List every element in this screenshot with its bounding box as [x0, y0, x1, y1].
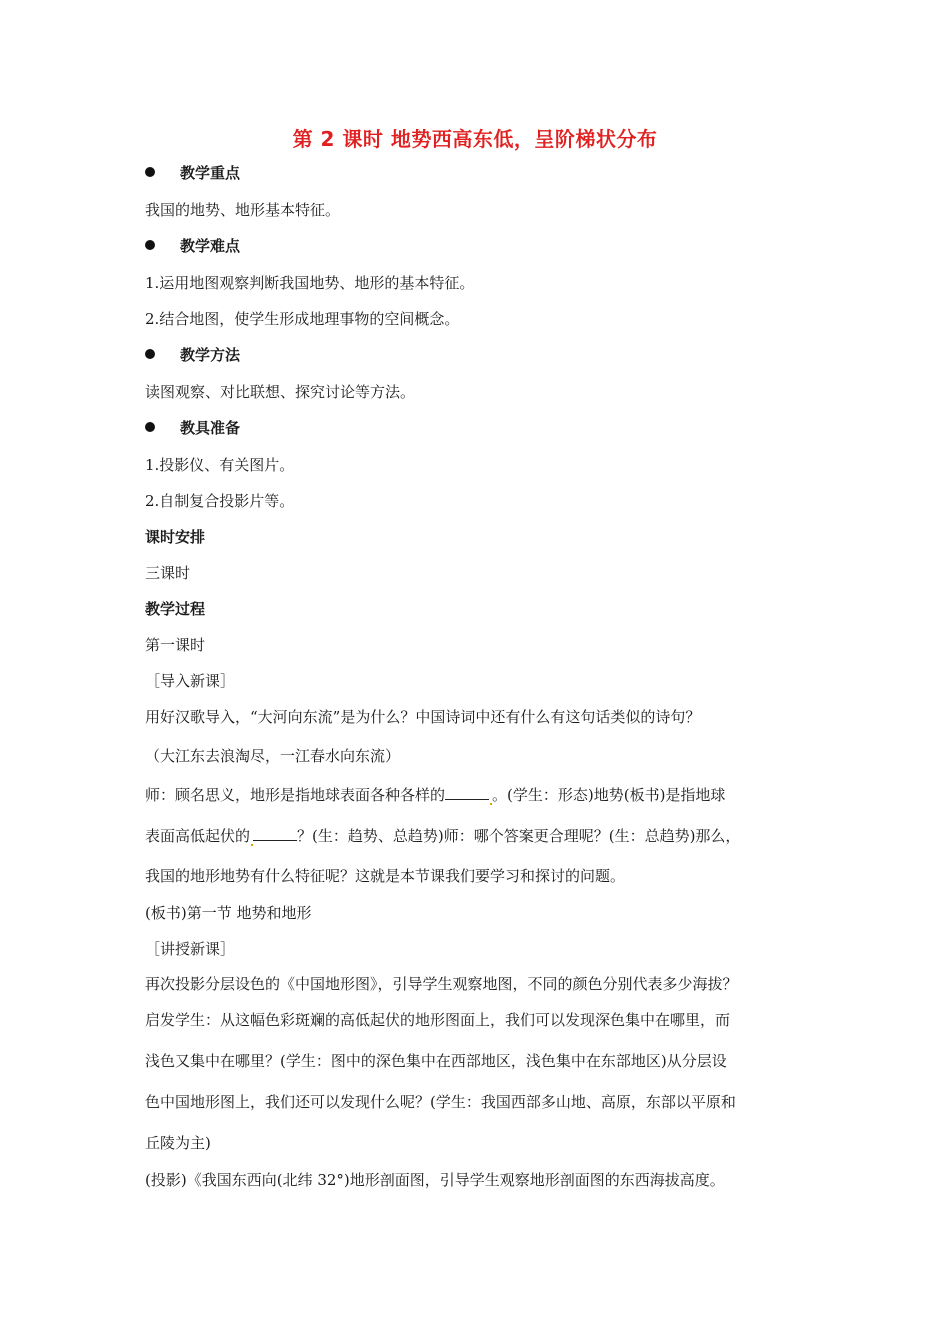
paragraph: 1.投影仪、有关图片。	[145, 456, 295, 474]
text-run: 。(学生：形态)地势(板书)是指地球	[492, 786, 726, 804]
section-heading: 教学重点	[180, 164, 241, 182]
paragraph: 丘陵为主)	[145, 1134, 211, 1152]
section-heading: 教学难点	[180, 237, 241, 255]
paragraph: 启发学生：从这幅色彩斑斓的高低起伏的地形图面上，我们可以发现深色集中在哪里，而	[145, 1011, 731, 1029]
section-heading: 教学方法	[180, 346, 241, 364]
paragraph: 用好汉歌导入，“大河向东流”是为什么？中国诗词中还有什么有这句话类似的诗句？	[145, 708, 701, 726]
bullet-icon	[145, 240, 155, 250]
paragraph: 浅色又集中在哪里？(学生：图中的深色集中在西部地区，浅色集中在东部地区)从分层设	[145, 1052, 727, 1070]
fill-in-blank	[445, 785, 489, 800]
paragraph: （大江东去浪淘尽，一江春水向东流）	[145, 747, 401, 765]
bullet-icon	[145, 167, 155, 177]
paragraph: 读图观察、对比联想、探究讨论等方法。	[145, 383, 416, 401]
section-heading: 课时安排	[145, 528, 206, 546]
revision-mark	[251, 844, 253, 846]
paragraph: 我国的地形地势有什么特征呢？这就是本节课我们要学习和探讨的问题。	[145, 867, 626, 885]
paragraph: 2.自制复合投影片等。	[145, 492, 295, 510]
paragraph: 1.运用地图观察判断我国地势、地形的基本特征。	[145, 274, 475, 292]
fill-in-blank	[253, 826, 297, 841]
text-run: ？(生：趋势、总趋势)师：哪个答案更合理呢？(生：总趋势)那么，	[297, 827, 741, 845]
subsection-tag: ［讲授新课］	[145, 940, 236, 958]
lesson-title: 第 2 课时 地势西高东低，呈阶梯状分布	[292, 127, 658, 151]
paragraph: 再次投影分层设色的《中国地形图》，引导学生观察地图，不同的颜色分别代表多少海拔？	[145, 975, 738, 993]
text-run: 师：顾名思义，地形是指地球表面各种各样的	[145, 786, 446, 804]
paragraph: 第一课时	[145, 636, 206, 654]
paragraph	[145, 826, 825, 846]
paragraph: 三课时	[145, 564, 191, 582]
text-run: 表面高低起伏的	[145, 827, 251, 845]
paragraph: (板书)第一节 地势和地形	[145, 904, 312, 922]
section-heading: 教学过程	[145, 600, 206, 618]
section-heading: 教具准备	[180, 419, 241, 437]
bullet-icon	[145, 349, 155, 359]
paragraph: (投影)《我国东西向(北纬 32°)地形剖面图，引导学生观察地形剖面图的东西海拔高度。	[145, 1171, 725, 1189]
paragraph	[145, 785, 825, 805]
paragraph: 我国的地势、地形基本特征。	[145, 201, 341, 219]
paragraph: 2.结合地图，使学生形成地理事物的空间概念。	[145, 310, 460, 328]
bullet-icon	[145, 422, 155, 432]
paragraph: 色中国地形图上，我们还可以发现什么呢？(学生：我国西部多山地、高原，东部以平原和	[145, 1093, 736, 1111]
subsection-tag: ［导入新课］	[145, 672, 236, 690]
